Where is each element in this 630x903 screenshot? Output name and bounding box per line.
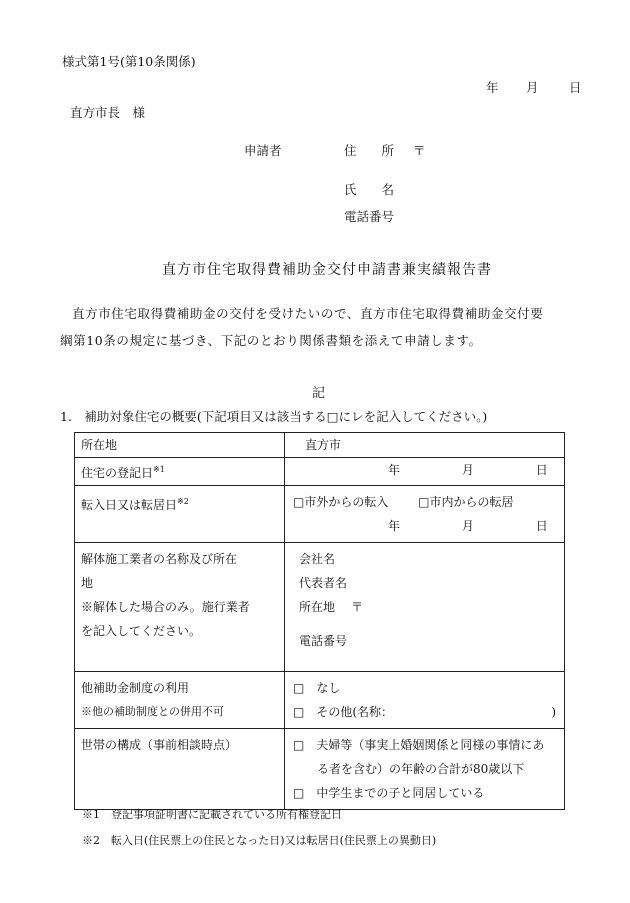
body-paragraph bbox=[60, 300, 585, 354]
contractor-address-label: 所在地 bbox=[299, 600, 336, 614]
subsidy-label-cell bbox=[75, 672, 285, 729]
location-label: 所在地 bbox=[75, 433, 285, 458]
contractor-label-cell bbox=[75, 543, 285, 672]
document-title: 直方市住宅取得費補助金交付申請書兼実績報告書 bbox=[162, 262, 492, 278]
household-option-1-line-2: る者を含む）の年齢の合計が80歳以下 bbox=[317, 762, 525, 776]
registration-label: 住宅の登記日 bbox=[81, 466, 154, 480]
household-label: 世帯の構成（事前相談時点） bbox=[75, 729, 285, 810]
subsidy-other-row[interactable] bbox=[293, 700, 556, 724]
location-value[interactable]: 直方市 bbox=[285, 433, 565, 458]
body-line-2: 綱第10条の規定に基づき、下記のとおり関係書類を添えて申請します。 bbox=[60, 333, 482, 348]
move-date-field[interactable] bbox=[293, 514, 556, 538]
household-field bbox=[285, 729, 565, 810]
registration-note-ref: ※1 bbox=[153, 465, 165, 474]
contractor-field bbox=[285, 543, 565, 672]
section-1-heading: 1. 補助対象住宅の概要(下記項目又は該当する□にレを記入してください。) bbox=[60, 409, 488, 424]
registration-date-field[interactable] bbox=[285, 458, 565, 486]
subsidy-label: 他補助金制度の利用 bbox=[81, 681, 190, 695]
name-label: 氏 名 bbox=[344, 182, 395, 197]
housing-overview-table bbox=[74, 432, 565, 810]
table-row bbox=[75, 486, 565, 543]
subsidy-field bbox=[285, 672, 565, 729]
contractor-label-1: 解体施工業者の名称及び所在 bbox=[81, 552, 238, 566]
move-inside-checkbox[interactable]: □市内からの転居 bbox=[418, 495, 514, 509]
reg-year: 年 bbox=[388, 463, 401, 477]
move-year: 年 bbox=[388, 519, 401, 533]
household-option-1[interactable] bbox=[293, 733, 556, 781]
move-outside-checkbox[interactable]: □市外からの転入 bbox=[293, 495, 389, 509]
date-year-label: 年 bbox=[486, 80, 499, 95]
reg-month: 月 bbox=[461, 463, 474, 477]
contractor-label-2: 地 bbox=[81, 576, 94, 590]
address-label: 住 所 bbox=[344, 143, 395, 158]
footnote-2: ※2 転入日(住民票上の住民となった日)又は転居日(住民票上の異動日) bbox=[82, 834, 437, 847]
form-number: 様式第1号(第10条関係) bbox=[62, 54, 196, 69]
table-row bbox=[75, 672, 565, 729]
move-label: 転入日又は転居日 bbox=[81, 498, 178, 512]
postal-mark: 〒 bbox=[413, 143, 426, 158]
addressee: 直方市長 様 bbox=[70, 105, 146, 120]
table-row bbox=[75, 729, 565, 810]
household-option-1-line-1: □ 夫婦等（事実上婚姻関係と同様の事情にあ bbox=[293, 738, 545, 752]
move-label-cell bbox=[75, 486, 285, 543]
contractor-note-2: を記入してください。 bbox=[81, 624, 202, 638]
subsidy-none-checkbox[interactable]: □ なし bbox=[293, 681, 341, 695]
contractor-phone-label[interactable]: 電話番号 bbox=[299, 634, 348, 648]
subsidy-note: ※他の補助制度との併用不可 bbox=[81, 705, 224, 718]
move-note-ref: ※2 bbox=[177, 497, 189, 506]
household-option-2[interactable]: □ 中学生までの子と同居している bbox=[293, 786, 485, 800]
company-name-label[interactable]: 会社名 bbox=[299, 552, 336, 566]
contractor-note-1: ※解体した場合のみ。施行業者 bbox=[81, 600, 250, 614]
move-field bbox=[285, 486, 565, 543]
phone-label: 電話番号 bbox=[344, 209, 395, 224]
move-day: 日 bbox=[535, 519, 548, 533]
table-row bbox=[75, 543, 565, 672]
ki-heading: 記 bbox=[312, 386, 326, 401]
applicant-label: 申請者 bbox=[244, 143, 282, 158]
representative-label[interactable]: 代表者名 bbox=[299, 576, 348, 590]
table-row bbox=[75, 433, 565, 458]
footnote-1: ※1 登記事項証明書に記載されている所有権登記日 bbox=[82, 808, 342, 821]
move-month: 月 bbox=[461, 519, 474, 533]
subsidy-other-close: ) bbox=[551, 705, 556, 719]
body-line-1: 直方市住宅取得費補助金の交付を受けたいので、直方市住宅取得費補助金交付要 bbox=[72, 306, 544, 321]
contractor-postal-mark: 〒 bbox=[351, 600, 364, 614]
reg-day: 日 bbox=[535, 463, 548, 477]
date-day-label: 日 bbox=[569, 80, 582, 95]
contractor-address-row[interactable] bbox=[299, 595, 556, 619]
subsidy-other-checkbox: □ その他(名称： bbox=[293, 705, 394, 719]
table-row bbox=[75, 458, 565, 486]
registration-label-cell bbox=[75, 458, 285, 486]
date-month-label: 月 bbox=[526, 80, 539, 95]
